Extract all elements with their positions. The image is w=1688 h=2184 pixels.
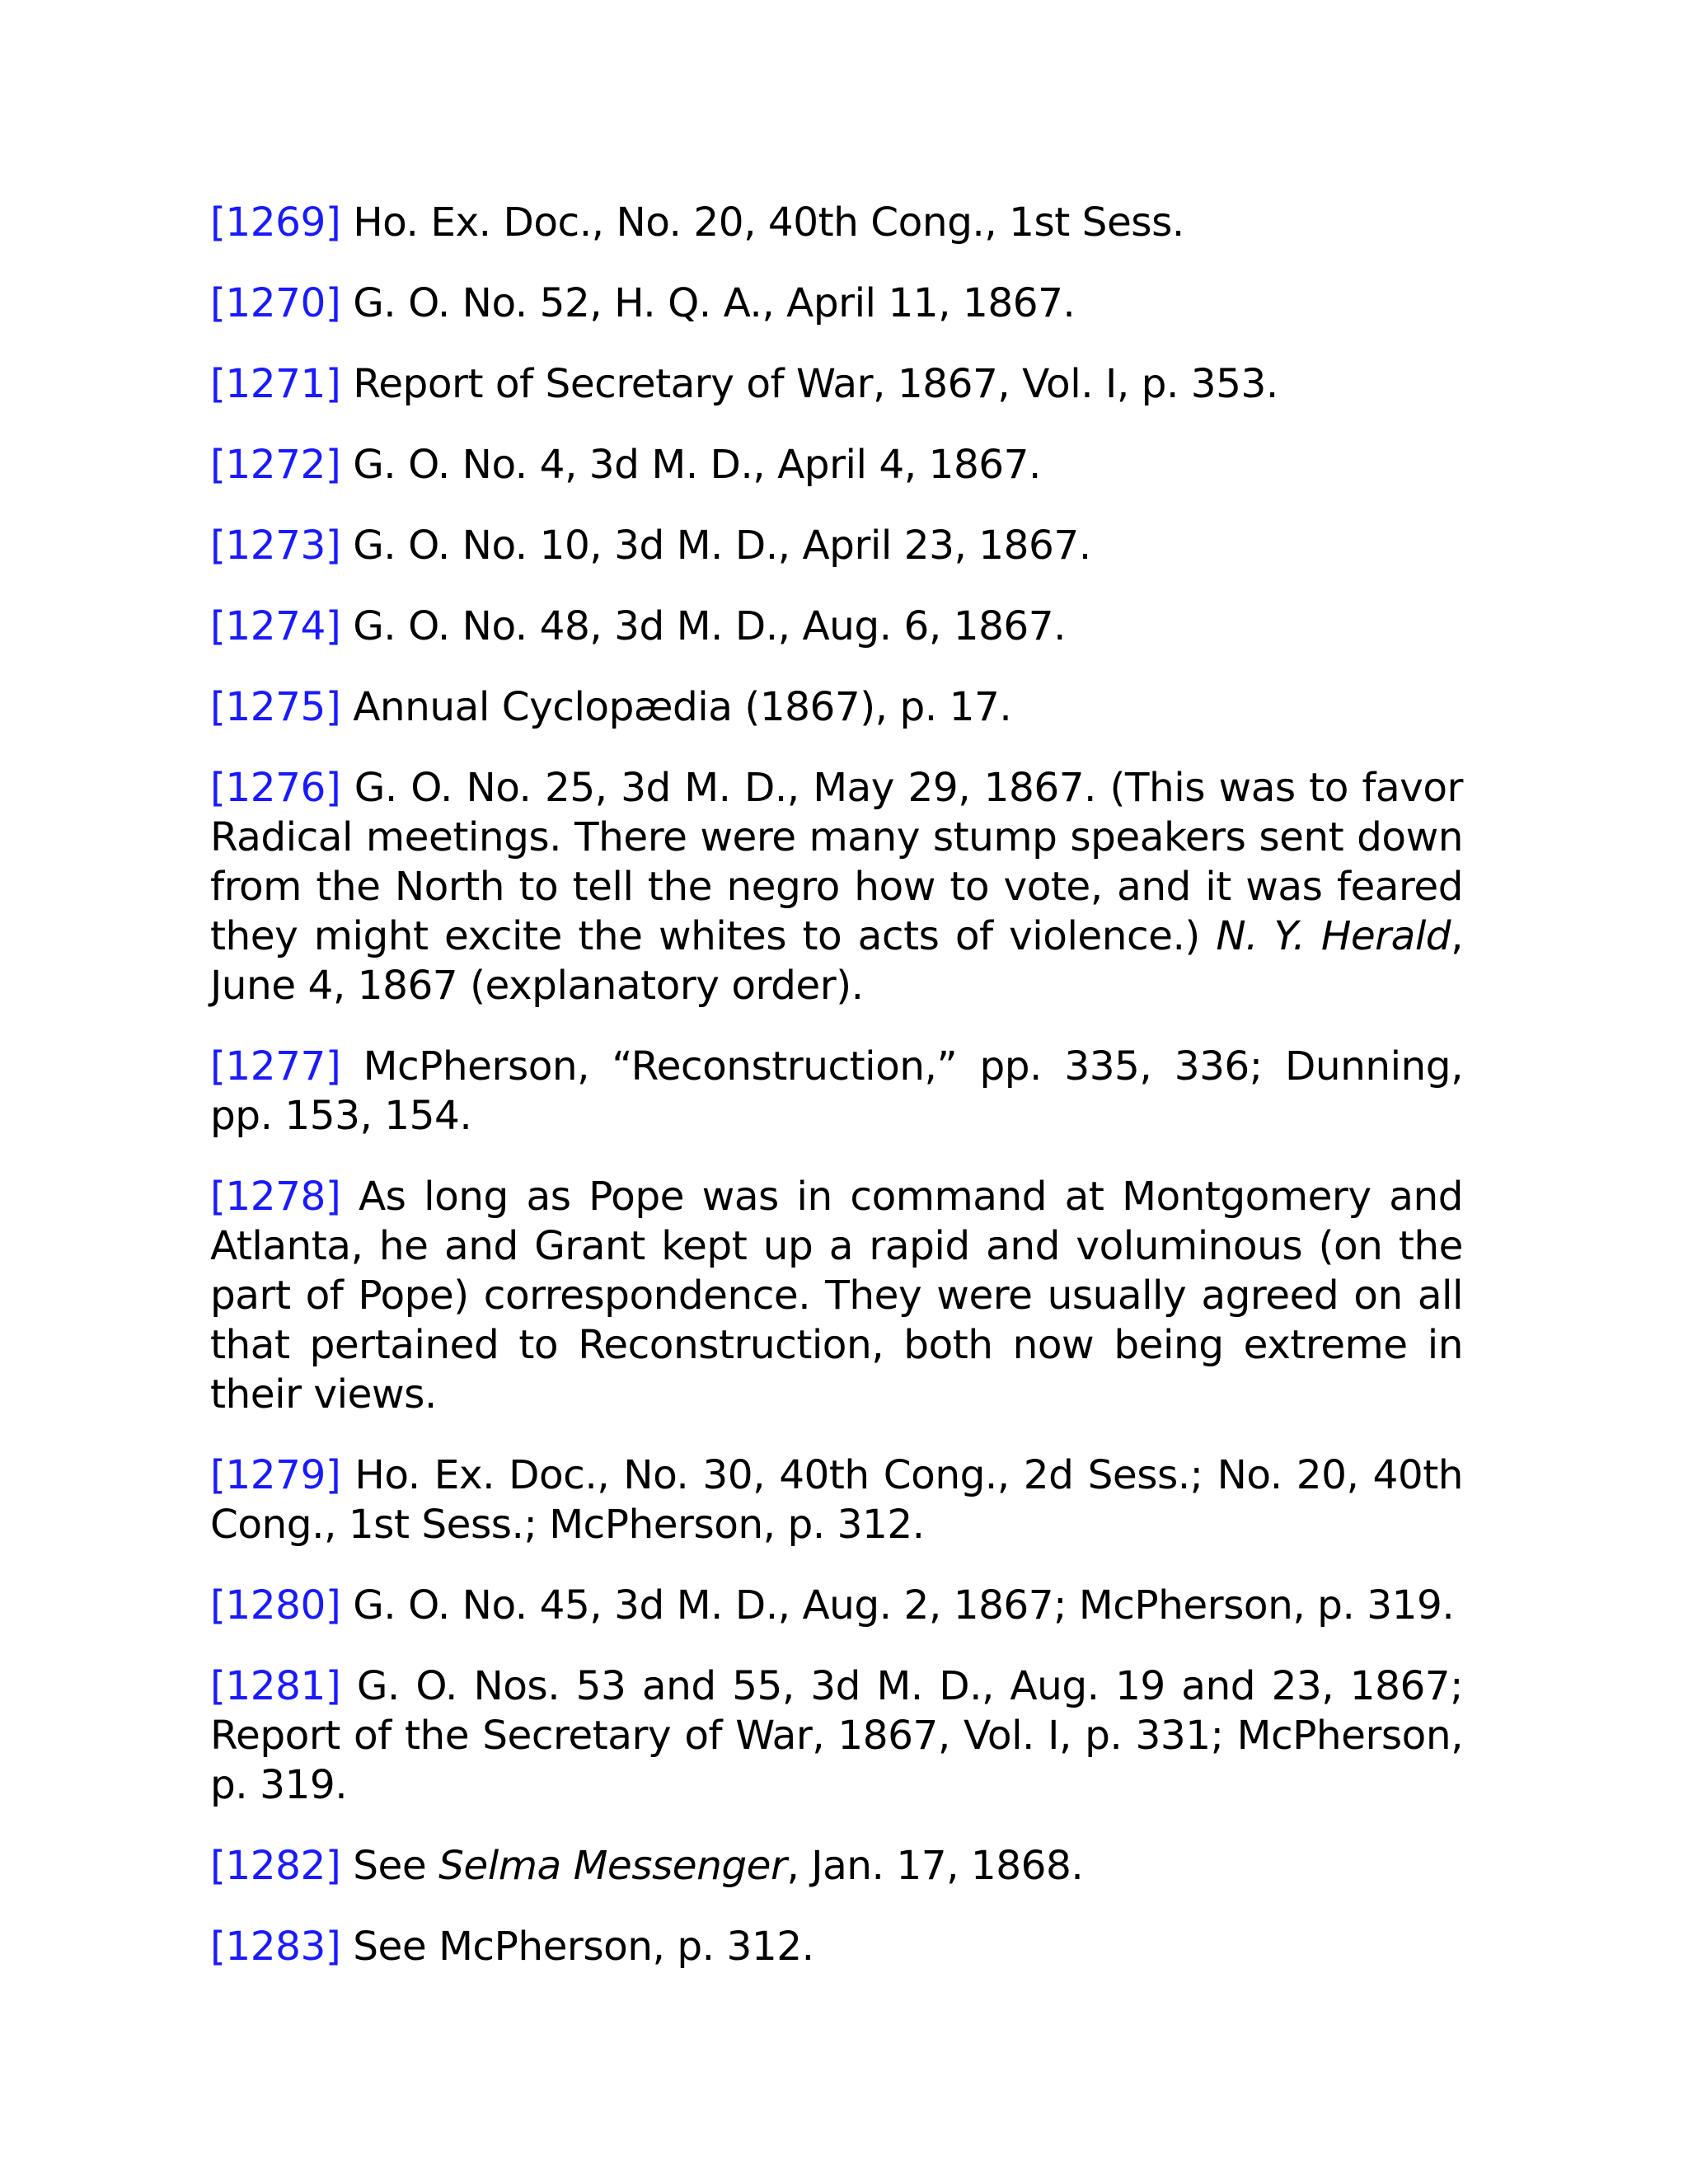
footnote-text: , June 4, 1867 (explanatory order). xyxy=(210,913,1463,1009)
footnote-ref-link[interactable]: [1272] xyxy=(210,442,341,488)
footnote-text: Ho. Ex. Doc., No. 20, 40th Cong., 1st Sess. xyxy=(353,199,1184,246)
footnote xyxy=(210,682,1463,732)
footnote xyxy=(210,602,1463,651)
footnote-text: G. O. No. 45, 3d M. D., Aug. 2, 1867; McPherson, p. 319. xyxy=(353,1582,1455,1629)
footnote-text: , Jan. 17, 1868. xyxy=(786,1843,1084,1889)
footnote xyxy=(210,198,1463,247)
footnote xyxy=(210,1172,1463,1419)
footnote xyxy=(210,1922,1463,1971)
footnote-text: G. O. No. 10, 3d M. D., April 23, 1867. xyxy=(353,523,1091,569)
footnote xyxy=(210,1661,1463,1810)
footnote-ref-link[interactable]: [1282] xyxy=(210,1843,341,1889)
footnote-ref-link[interactable]: [1280] xyxy=(210,1582,341,1629)
footnote-text: G. O. No. 25, 3d M. D., May 29, 1867. (This was to favor Radical meetings. There were many stump speakers sent down from the North to tell the negro how to vote, and it was feared they might excite the whites to acts of violence.) xyxy=(210,765,1463,959)
footnote-ref-link[interactable]: [1276] xyxy=(210,765,341,811)
footnote-text: Annual Cyclopædia (1867), p. 17. xyxy=(353,684,1012,730)
footnote xyxy=(210,763,1463,1010)
footnote-ref-link[interactable]: [1278] xyxy=(210,1174,341,1220)
footnote-text: See McPherson, p. 312. xyxy=(353,1924,814,1970)
footnote-text: Report of Secretary of War, 1867, Vol. I, p. 353. xyxy=(353,361,1278,407)
footnote-ref-link[interactable]: [1277] xyxy=(210,1043,341,1090)
footnote xyxy=(210,359,1463,409)
footnote-text: Ho. Ex. Doc., No. 30, 40th Cong., 2d Sess.; No. 20, 40th Cong., 1st Sess.; McPherson, p. 312. xyxy=(210,1452,1463,1548)
footnote xyxy=(210,1841,1463,1891)
footnote-ref-link[interactable]: [1281] xyxy=(210,1663,341,1709)
footnote-ref-link[interactable]: [1271] xyxy=(210,361,341,407)
footnotes-page xyxy=(210,0,1463,2003)
footnote-text: G. O. No. 48, 3d M. D., Aug. 6, 1867. xyxy=(353,603,1067,649)
footnote-ref-link[interactable]: [1269] xyxy=(210,199,341,246)
footnote-text: McPherson, “Reconstruction,” pp. 335, 336; Dunning, pp. 153, 154. xyxy=(210,1043,1463,1139)
footnote-list xyxy=(210,198,1463,1971)
footnote-text: As long as Pope was in command at Montgomery and Atlanta, he and Grant kept up a rapid and voluminous (on the part of Pope) correspondence. They were usually agreed on all that pertained to Reconstruction, both now being extreme in their views. xyxy=(210,1174,1464,1418)
footnote xyxy=(210,1451,1463,1549)
footnote xyxy=(210,1042,1463,1141)
footnote-text: G. O. No. 4, 3d M. D., April 4, 1867. xyxy=(353,442,1041,488)
footnote-title-italic: N. Y. Herald xyxy=(1216,913,1451,959)
footnote-ref-link[interactable]: [1283] xyxy=(210,1924,341,1970)
footnote-text: G. O. No. 52, H. Q. A., April 11, 1867. xyxy=(353,280,1076,326)
footnote-ref-link[interactable]: [1279] xyxy=(210,1452,341,1498)
footnote xyxy=(210,1581,1463,1630)
footnote xyxy=(210,440,1463,490)
footnote-ref-link[interactable]: [1275] xyxy=(210,684,341,730)
footnote-ref-link[interactable]: [1274] xyxy=(210,603,341,649)
footnote-text: See xyxy=(353,1843,439,1889)
footnote-title-italic: Selma Messenger xyxy=(438,1843,787,1889)
footnote-ref-link[interactable]: [1273] xyxy=(210,523,341,569)
footnote-text: G. O. Nos. 53 and 55, 3d M. D., Aug. 19 and 23, 1867; Report of the Secretary of War, 1867, Vol. I, p. 331; McPherson, p. 319. xyxy=(210,1663,1463,1808)
footnote xyxy=(210,521,1463,570)
footnote xyxy=(210,279,1463,328)
footnote-ref-link[interactable]: [1270] xyxy=(210,280,341,326)
